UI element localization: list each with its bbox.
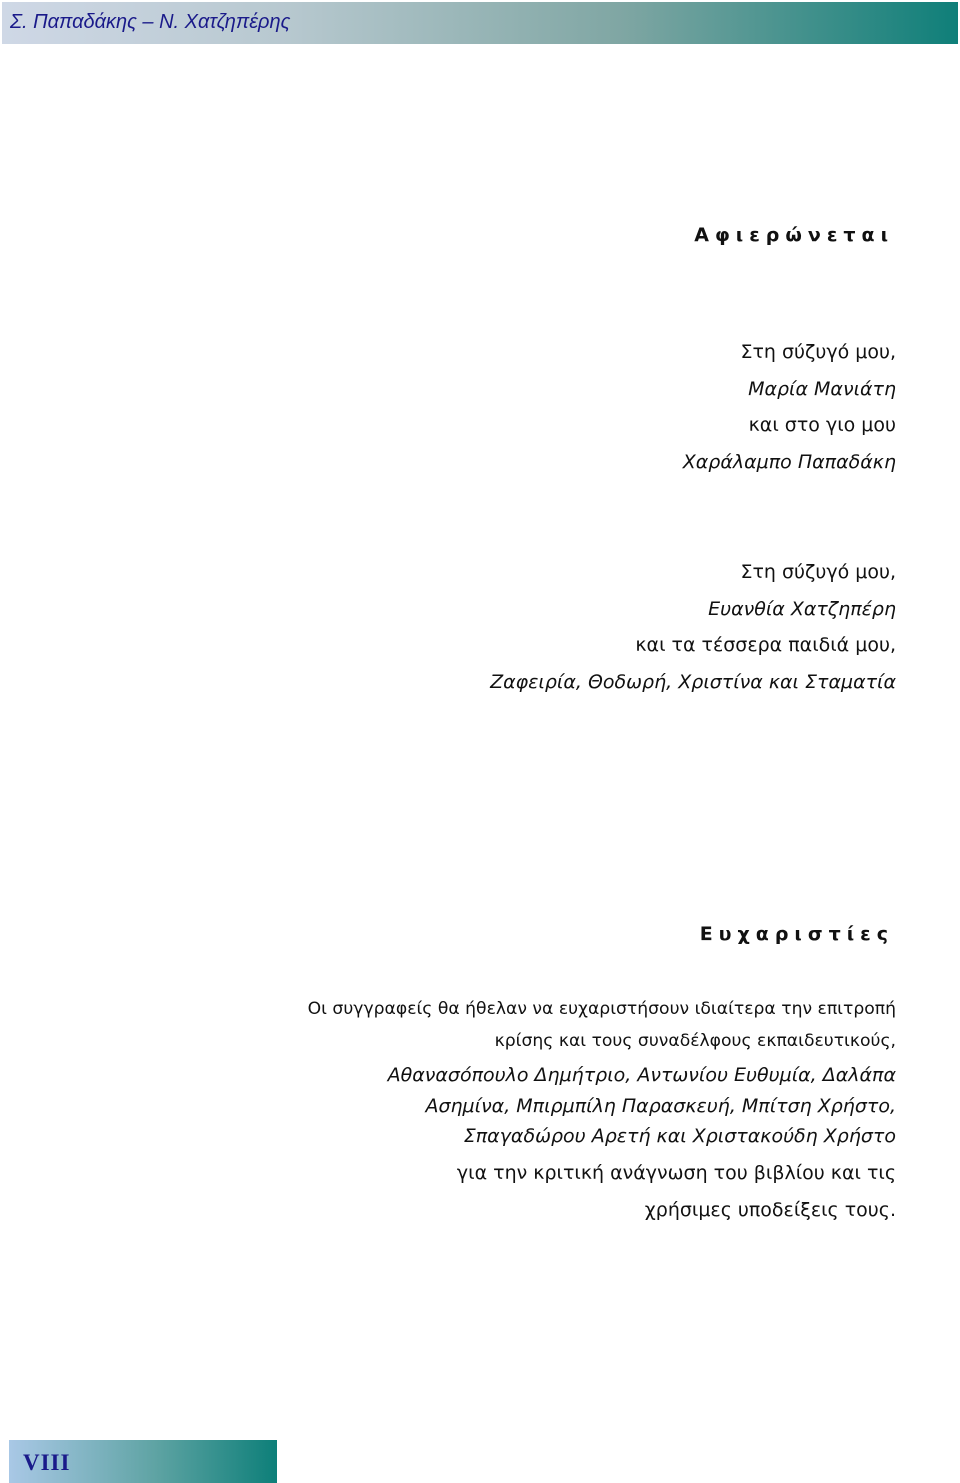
acknowledgement-line: κρίσης και τους συναδέλφους εκπαιδευτικούς, <box>494 1031 896 1051</box>
acknowledgements-body <box>308 993 896 1229</box>
dedication-line: Ευανθία Χατζηπέρη <box>708 597 896 620</box>
dedication-block-1 <box>683 334 896 481</box>
dedication-section <box>694 224 894 246</box>
acknowledgements-section <box>700 923 894 945</box>
running-header-title: Σ. Παπαδάκης – Ν. Χατζηπέρης <box>10 11 291 33</box>
acknowledgements-heading: Ευχαριστίες <box>699 923 894 945</box>
acknowledgement-names-line: Αθανασόπουλο Δημήτριο, Αντωνίου Ευθυμία, Δαλάπα <box>387 1064 896 1086</box>
page-number-box <box>9 1440 277 1483</box>
dedication-line: και τα τέσσερα παιδιά μου, <box>635 634 896 657</box>
dedication-line: Χαράλαμπο Παπαδάκη <box>682 451 896 474</box>
page-number: VIII <box>23 1450 71 1475</box>
dedication-line: Ζαφειρία, Θοδωρή, Χριστίνα και Σταματία <box>490 671 896 694</box>
dedication-line: και στο γιο μου <box>748 414 896 437</box>
acknowledgement-names-line: Ασημίνα, Μπιρμπίλη Παρασκευή, Μπίτση Χρήστο, <box>425 1094 896 1117</box>
acknowledgement-line: χρήσιμες υποδείξεις τους. <box>644 1198 896 1221</box>
dedication-block-2 <box>490 554 896 701</box>
acknowledgement-names-line: Σπαγαδώρου Αρετή και Χριστακούδη Χρήστο <box>463 1125 896 1147</box>
dedication-line: Στη σύζυγό μου, <box>740 341 896 363</box>
acknowledgement-line: για την κριτική ανάγνωση του βιβλίου και τις <box>456 1161 896 1184</box>
acknowledgement-line: Οι συγγραφείς θα ήθελαν να ευχαριστήσουν ιδιαίτερα την επιτροπή <box>307 999 896 1019</box>
dedication-line: Μαρία Μανιάτη <box>748 377 896 400</box>
running-header-bar <box>2 2 958 44</box>
dedication-line: Στη σύζυγό μου, <box>740 561 896 583</box>
dedication-heading: Αφιερώνεται <box>694 224 894 246</box>
